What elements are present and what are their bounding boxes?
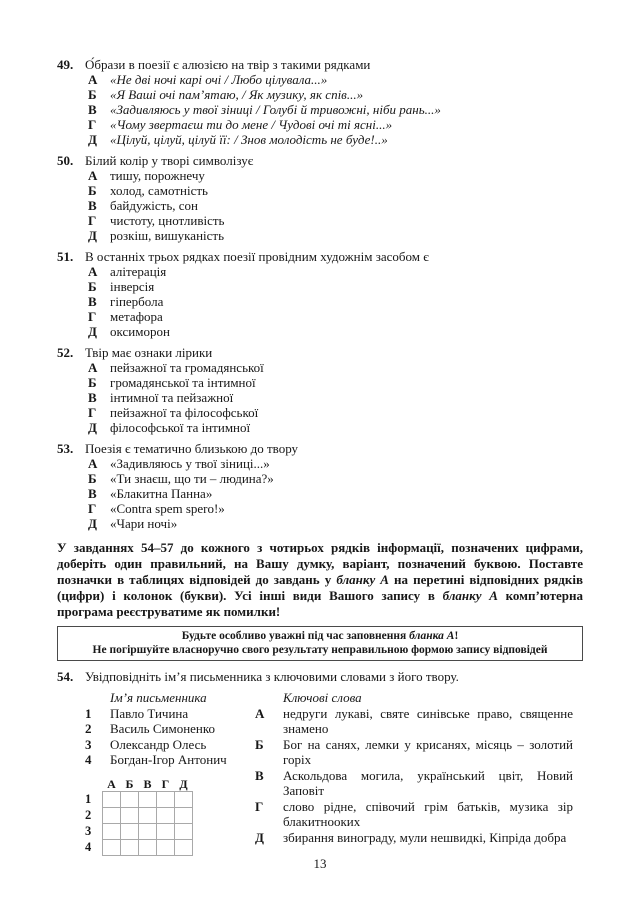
answer-option <box>88 87 583 102</box>
option-letter: А <box>88 360 98 375</box>
answer-option <box>88 309 583 324</box>
options-list <box>88 168 583 243</box>
answer-cell <box>139 807 157 823</box>
question-number: 54. <box>57 669 74 684</box>
writer-item <box>85 706 255 722</box>
option-text: оксиморон <box>110 324 170 339</box>
answer-cell <box>103 823 121 839</box>
option-text: інтимної та пейзажної <box>110 390 234 405</box>
question-block <box>57 345 583 435</box>
answer-cell <box>175 823 193 839</box>
option-letter: В <box>88 102 97 117</box>
writers-column-header: Ім’я письменника <box>110 690 207 705</box>
keywords-list <box>255 706 583 846</box>
option-text: інверсія <box>110 279 155 294</box>
answer-option <box>88 198 583 213</box>
option-letter: Д <box>255 829 264 845</box>
option-text: громадянської та інтимної <box>110 375 256 390</box>
grid-column-header: Д <box>179 776 188 791</box>
option-letter: Г <box>255 798 264 814</box>
option-text: холод, самотність <box>110 183 208 198</box>
option-text: «Чому звертаєш ти до мене / Чудові очі ті ясні...» <box>110 117 393 132</box>
question-head <box>57 669 583 684</box>
writer-item <box>85 752 255 768</box>
grid-column-header: Б <box>125 776 134 791</box>
question-number: 52. <box>57 345 74 360</box>
answer-option <box>88 213 583 228</box>
option-letter: Г <box>88 309 97 324</box>
question-54 <box>57 669 583 856</box>
answer-option <box>88 264 583 279</box>
notice-text: ! <box>454 630 459 642</box>
option-letter: А <box>255 705 265 721</box>
option-text: розкіш, вишуканість <box>110 228 225 243</box>
option-letter: Б <box>88 471 97 486</box>
grid-column-header: В <box>143 776 152 791</box>
option-text: «Задивляюсь у твої зіниці...» <box>110 456 270 471</box>
instruction-text: бланку А <box>442 588 498 603</box>
option-text: тишу, порожнечу <box>110 168 205 183</box>
keyword-item <box>255 830 583 846</box>
writer-number: 3 <box>85 736 92 752</box>
question-block <box>57 441 583 531</box>
option-text: «Цілуй, цілуй, цілуй її: / Знов молодість не буде!..» <box>110 132 388 147</box>
notice-text: Не погіршуйте власноручно свого результату неправильною формою запису відповідей <box>92 643 548 656</box>
answer-option <box>88 375 583 390</box>
writer-name: Павло Тичина <box>110 705 189 721</box>
options-list <box>88 360 583 435</box>
question-stem: Твір має ознаки лірики <box>85 345 213 360</box>
answer-cell <box>121 823 139 839</box>
option-letter: Г <box>88 117 97 132</box>
answer-cell <box>139 823 157 839</box>
answer-option <box>88 228 583 243</box>
matching-columns <box>85 690 583 856</box>
option-text: метафора <box>110 309 163 324</box>
questions-list <box>57 57 583 531</box>
option-letter: Б <box>88 375 97 390</box>
option-letter: В <box>88 486 97 501</box>
option-letter: А <box>88 456 98 471</box>
option-letter: Б <box>255 736 264 752</box>
keywords-text: збирання винограду, мули нешвидкі, Кіпріда добра <box>283 829 567 845</box>
answer-cell <box>157 791 175 807</box>
answer-option <box>88 168 583 183</box>
options-list <box>88 264 583 339</box>
option-letter: Д <box>88 132 97 147</box>
option-letter: В <box>88 390 97 405</box>
keywords-text: недруги лукаві, святе синівське право, священне знамено <box>283 705 573 736</box>
question-head <box>57 57 583 72</box>
option-letter: Д <box>88 420 97 435</box>
keywords-column <box>255 690 583 856</box>
option-letter: Д <box>88 228 97 243</box>
grid-row-header: 3 <box>85 823 92 838</box>
grid-column-header: Г <box>161 776 170 791</box>
instruction-text: У завданнях 54–57 до кожного з чотирьох рядків інформації, позначених цифрами, доберіть один правильний, на Вашу думку, варіант, позначений буквою. Поставте позначки в таблицях відповідей до завдань у <box>57 540 583 587</box>
page-number: 13 <box>313 856 327 871</box>
answer-option <box>88 516 583 531</box>
grid-column-header: А <box>107 776 116 791</box>
instruction-text: на перетині відповідних рядків (цифри) і колонок (букви). Усі інші види Вашого запису в <box>57 572 583 603</box>
option-letter: Д <box>88 516 97 531</box>
option-letter: А <box>88 264 98 279</box>
option-text: алітерація <box>110 264 167 279</box>
writers-column <box>85 690 255 856</box>
option-letter: Г <box>88 213 97 228</box>
answer-cell <box>175 839 193 855</box>
instruction-text: бланку А <box>336 572 389 587</box>
question-block <box>57 57 583 147</box>
answer-option <box>88 405 583 420</box>
answer-option <box>88 501 583 516</box>
option-text: «Блакитна Панна» <box>110 486 213 501</box>
option-letter: Б <box>88 183 97 198</box>
option-letter: А <box>88 72 98 87</box>
option-text: гіпербола <box>110 294 164 309</box>
answer-cell <box>157 823 175 839</box>
answer-cell <box>139 791 157 807</box>
question-stem: Білий колір у творі символізує <box>85 153 254 168</box>
notice-line <box>64 630 576 644</box>
writer-item <box>85 737 255 753</box>
grid-row-header: 1 <box>85 791 92 806</box>
question-head <box>57 441 583 456</box>
answer-cell <box>103 839 121 855</box>
writer-name: Олександр Олесь <box>110 736 207 752</box>
answer-option <box>88 456 583 471</box>
writers-list <box>85 706 255 768</box>
option-text: «Чари ночі» <box>110 516 178 531</box>
answer-option <box>88 183 583 198</box>
question-number: 50. <box>57 153 74 168</box>
option-letter: Г <box>88 405 97 420</box>
answer-option <box>88 117 583 132</box>
writer-number: 2 <box>85 721 92 736</box>
option-letter: В <box>255 767 264 783</box>
notice-text: бланка А <box>409 630 455 642</box>
keyword-item <box>255 706 583 737</box>
answer-cell <box>121 791 139 807</box>
keywords-text: слово рідне, співочий грім батьків, музика зір блакитнооких <box>283 798 573 829</box>
writer-name: Василь Симоненко <box>110 721 216 736</box>
question-number: 49. <box>57 57 74 72</box>
notice-line <box>64 644 576 658</box>
question-head <box>57 153 583 168</box>
option-text: «Contra spem spero!» <box>110 501 225 516</box>
writer-item <box>85 721 255 737</box>
answer-option <box>88 420 583 435</box>
answer-option <box>88 324 583 339</box>
writer-number: 4 <box>85 752 92 767</box>
option-text: філософської та інтимної <box>110 420 251 435</box>
answer-cell <box>121 807 139 823</box>
option-text: «Не дві ночі карі очі / Любо цілувала...» <box>110 72 328 87</box>
keywords-text: Бог на санях, лемки у крисанях, місяць – золотий горіх <box>283 736 573 767</box>
answer-option <box>88 360 583 375</box>
grid-row-header: 4 <box>85 839 92 854</box>
answer-cell <box>157 839 175 855</box>
notice-text: Будьте особливо уважні під час заповнення <box>181 630 410 642</box>
option-text: чистоту, цнотливість <box>110 213 225 228</box>
answer-option <box>88 390 583 405</box>
answer-cell <box>103 791 121 807</box>
answer-option <box>88 102 583 117</box>
writer-number: 1 <box>85 705 92 721</box>
keywords-text: Аскольдова могила, український цвіт, Новий Заповіт <box>283 767 573 798</box>
answer-cell <box>103 807 121 823</box>
question-stem: Увідповідніть ім’я письменника з ключовими словами з його твору. <box>85 669 459 684</box>
answer-option <box>88 132 583 147</box>
keyword-item <box>255 737 583 768</box>
instruction-text: комп’ютерна програма реєструватиме як помилки! <box>57 588 583 619</box>
option-letter: Д <box>88 324 97 339</box>
option-letter: В <box>88 294 97 309</box>
options-list <box>88 72 583 147</box>
question-stem: О́брази в поезії є алюзією на твір з такими рядками <box>85 57 371 72</box>
keywords-column-header: Ключові слова <box>283 690 362 705</box>
answer-option <box>88 72 583 87</box>
option-text: «Я Ваші очі пам’ятаю, / Як музику, як спів...» <box>110 87 364 102</box>
question-stem: В останніх трьох рядках поезії провідним художнім засобом є <box>85 249 429 264</box>
question-head <box>57 249 583 264</box>
option-letter: Б <box>88 87 97 102</box>
answer-grid <box>85 777 193 856</box>
option-letter: А <box>88 168 98 183</box>
answer-option <box>88 486 583 501</box>
keyword-item <box>255 768 583 799</box>
question-number: 51. <box>57 249 74 264</box>
answer-cell <box>157 807 175 823</box>
grid-row-header: 2 <box>85 807 92 822</box>
option-text: пейзажної та філософської <box>110 405 259 420</box>
option-letter: В <box>88 198 97 213</box>
answer-cell <box>175 807 193 823</box>
answer-cell <box>121 839 139 855</box>
matching-instructions <box>57 540 583 620</box>
grid-corner <box>85 777 103 792</box>
question-number: 53. <box>57 441 74 456</box>
answer-cell <box>139 839 157 855</box>
option-text: пейзажної та громадянської <box>110 360 264 375</box>
keyword-item <box>255 799 583 830</box>
option-letter: Б <box>88 279 97 294</box>
question-head <box>57 345 583 360</box>
option-text: «Ти знаєш, що ти – людина?» <box>110 471 274 486</box>
option-text: «Задивляюсь у твої зіниці / Голубі й тривожні, ніби рань...» <box>110 102 441 117</box>
option-letter: Г <box>88 501 97 516</box>
notice-box <box>57 626 583 661</box>
question-stem: Поезія є тематично близькою до твору <box>85 441 299 456</box>
option-text: байдужість, сон <box>110 198 198 213</box>
question-block <box>57 249 583 339</box>
writer-name: Богдан-Ігор Антонич <box>110 752 227 767</box>
answer-option <box>88 471 583 486</box>
question-block <box>57 153 583 243</box>
answer-option <box>88 294 583 309</box>
answer-option <box>88 279 583 294</box>
options-list <box>88 456 583 531</box>
answer-cell <box>175 791 193 807</box>
